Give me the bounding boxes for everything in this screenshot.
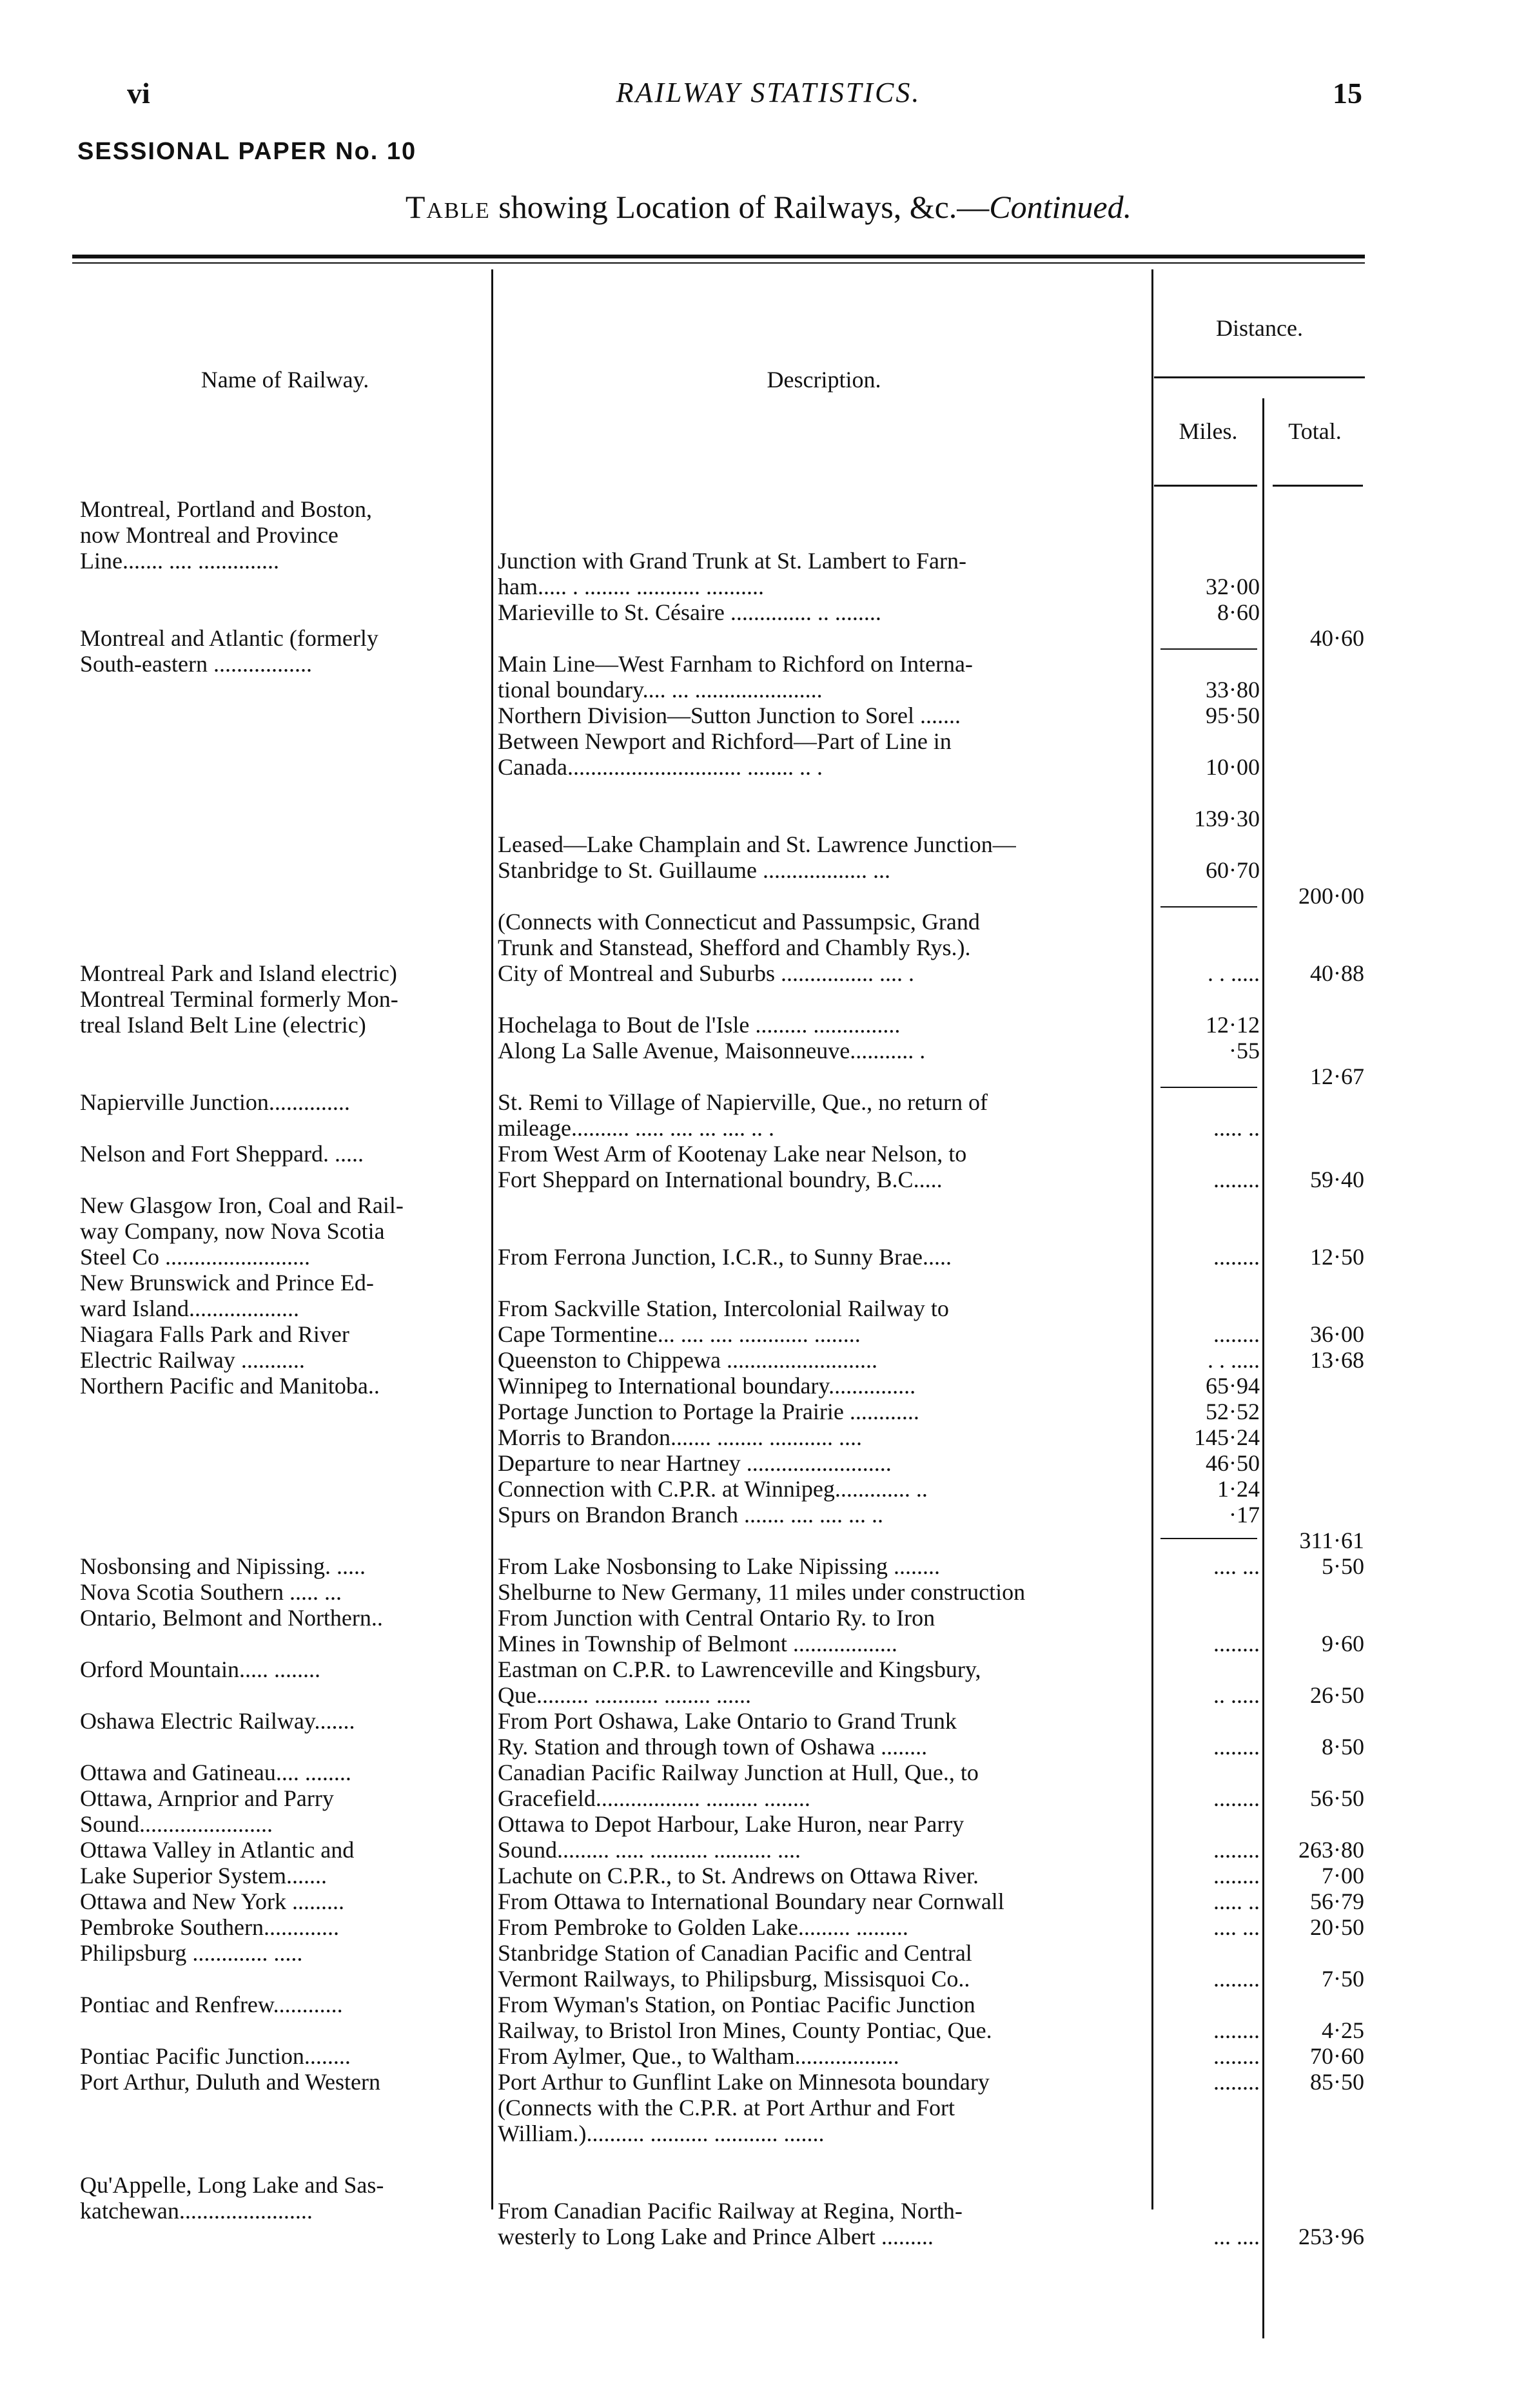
miles-value: ........: [1213, 1734, 1260, 1760]
total-value: 56·79: [1310, 1889, 1364, 1914]
total-value: 13·68: [1310, 1347, 1364, 1373]
total-value: 40·88: [1310, 960, 1364, 986]
railway-name-line: Oshawa Electric Railway.......: [80, 1708, 355, 1734]
railway-name-line: Ottawa Valley in Atlantic and: [80, 1837, 355, 1863]
total-value: 36·00: [1310, 1321, 1364, 1347]
total-value: 200·00: [1298, 883, 1364, 909]
railway-name-line: treal Island Belt Line (electric): [80, 1012, 366, 1038]
header-bottom-rule-left: [1154, 485, 1257, 487]
description-line: From Lake Nosbonsing to Lake Nipissing ........: [498, 1553, 940, 1579]
miles-value: .... ...: [1213, 1553, 1260, 1579]
header-distance-rule: [1154, 376, 1365, 378]
total-value: 56·50: [1310, 1785, 1364, 1811]
miles-value: 32·00: [1206, 574, 1260, 599]
total-value: 253·96: [1298, 2224, 1364, 2249]
description-line: From Canadian Pacific Railway at Regina, North-: [498, 2198, 963, 2224]
total-value: 85·50: [1310, 2069, 1364, 2095]
description-line: From West Arm of Kootenay Lake near Nelson, to: [498, 1141, 967, 1167]
description-line: Winnipeg to International boundary...............: [498, 1373, 916, 1399]
miles-value: ........: [1213, 2069, 1260, 2095]
railway-name-line: way Company, now Nova Scotia: [80, 1218, 385, 1244]
table-top-rule: [72, 255, 1365, 258]
description-line: From Wyman's Station, on Pontiac Pacific Junction: [498, 1992, 975, 2017]
miles-value: 33·80: [1206, 677, 1260, 703]
description-line: westerly to Long Lake and Prince Albert .........: [498, 2224, 934, 2249]
miles-value: 46·50: [1206, 1450, 1260, 1476]
total-value: 7·50: [1322, 1966, 1364, 1992]
railway-name-line: Ontario, Belmont and Northern..: [80, 1605, 383, 1631]
miles-value: 52·52: [1206, 1399, 1260, 1424]
miles-value: 8·60: [1217, 599, 1260, 625]
railway-name-line: katchewan.......................: [80, 2198, 313, 2224]
sessional-paper-label: SESSIONAL PAPER No. 10: [77, 138, 417, 165]
description-line: William.).......... .......... ........... .......: [498, 2121, 825, 2146]
railway-name-line: Port Arthur, Duluth and Western: [80, 2069, 380, 2095]
railway-name-line: Nosbonsing and Nipissing. .....: [80, 1553, 366, 1579]
description-line: Spurs on Brandon Branch ....... .... .... ... ..: [498, 1502, 883, 1528]
total-value: 70·60: [1310, 2043, 1364, 2069]
total-value: 8·50: [1322, 1734, 1364, 1760]
miles-value: 10·00: [1206, 754, 1260, 780]
header-miles: Miles.: [1179, 418, 1238, 444]
total-value: 4·25: [1322, 2017, 1364, 2043]
railway-name-line: Line....... .... ..............: [80, 548, 279, 574]
description-line: Lachute on C.P.R., to St. Andrews on Ottawa River.: [498, 1863, 979, 1889]
subtotal-rule: [1160, 648, 1257, 650]
miles-value: ........: [1213, 1837, 1260, 1863]
description-line: Main Line—West Farnham to Richford on Interna-: [498, 651, 973, 677]
railway-name-line: Philipsburg ............. .....: [80, 1940, 303, 1966]
description-line: City of Montreal and Suburbs ................ .... .: [498, 960, 914, 986]
description-line: Mines in Township of Belmont ..................: [498, 1631, 897, 1656]
header-description: Description.: [767, 367, 881, 393]
railway-name-line: Orford Mountain..... ........: [80, 1656, 320, 1682]
railway-name-line: New Glasgow Iron, Coal and Rail-: [80, 1192, 404, 1218]
description-line: Port Arthur to Gunflint Lake on Minnesota boundary: [498, 2069, 990, 2095]
running-title: RAILWAY STATISTICS.: [616, 77, 921, 108]
table-title: [0, 188, 1537, 226]
railway-name-line: Pontiac Pacific Junction........: [80, 2043, 351, 2069]
subtotal-rule: [1160, 1538, 1257, 1539]
miles-value: ........: [1213, 2017, 1260, 2043]
description-line: Canada.............................. ........ .. .: [498, 754, 823, 780]
miles-value: .. .....: [1213, 1682, 1260, 1708]
description-line: From Sackville Station, Intercolonial Railway to: [498, 1296, 949, 1321]
railway-name-line: Niagara Falls Park and River: [80, 1321, 349, 1347]
railway-name-line: Montreal, Portland and Boston,: [80, 496, 372, 522]
miles-value: ........: [1213, 1863, 1260, 1889]
total-value: 40·60: [1310, 625, 1364, 651]
railway-name-line: Sound.......................: [80, 1811, 273, 1837]
railway-name-line: Montreal and Atlantic (formerly: [80, 625, 378, 651]
miles-value: ..... ..: [1213, 1889, 1260, 1914]
railway-name-line: ward Island...................: [80, 1296, 299, 1321]
header-bottom-rule-right: [1273, 485, 1363, 487]
railway-name-line: Ottawa and Gatineau.... ........: [80, 1760, 351, 1785]
description-line: mileage.......... ..... .... ... .... .. .: [498, 1115, 774, 1141]
railway-name-line: Northern Pacific and Manitoba..: [80, 1373, 380, 1399]
description-line: Stanbridge Station of Canadian Pacific and Central: [498, 1940, 972, 1966]
description-line: From Ferrona Junction, I.C.R., to Sunny Brae.....: [498, 1244, 952, 1270]
description-line: Cape Tormentine... .... .... ............ ........: [498, 1321, 861, 1347]
description-line: Queenston to Chippewa ..........................: [498, 1347, 877, 1373]
total-value: 7·00: [1322, 1863, 1364, 1889]
railway-name-line: Lake Superior System.......: [80, 1863, 327, 1889]
railway-name-line: Napierville Junction..............: [80, 1089, 350, 1115]
miles-value: 65·94: [1206, 1373, 1260, 1399]
description-line: Departure to near Hartney .........................: [498, 1450, 892, 1476]
railway-name-line: Montreal Terminal formerly Mon-: [80, 986, 398, 1012]
railway-name-line: Nelson and Fort Sheppard. .....: [80, 1141, 364, 1167]
total-value: 12·50: [1310, 1244, 1364, 1270]
railway-name-line: Montreal Park and Island electric): [80, 960, 397, 986]
total-value: 26·50: [1310, 1682, 1364, 1708]
description-line: Shelburne to New Germany, 11 miles under construction: [498, 1579, 1026, 1605]
description-line: Between Newport and Richford—Part of Line in: [498, 728, 952, 754]
description-line: From Pembroke to Golden Lake......... .........: [498, 1914, 908, 1940]
miles-value: ........: [1213, 2043, 1260, 2069]
description-line: ham..... . ........ ........... ..........: [498, 574, 764, 599]
miles-value: 139·30: [1194, 806, 1260, 831]
miles-value: 95·50: [1206, 703, 1260, 728]
miles-value: .... ...: [1213, 1914, 1260, 1940]
description-line: Que......... ........... ........ ......: [498, 1682, 751, 1708]
column-divider-desc-miles: [1151, 269, 1153, 2209]
railway-name-line: Ottawa, Arnprior and Parry: [80, 1785, 334, 1811]
total-value: 9·60: [1322, 1631, 1364, 1656]
subtotal-rule: [1160, 1087, 1257, 1088]
miles-value: ........: [1213, 1966, 1260, 1992]
miles-value: ... ....: [1213, 2224, 1260, 2249]
header-distance: Distance.: [1216, 315, 1303, 341]
miles-value: ........: [1213, 1244, 1260, 1270]
description-line: Gracefield.................. ......... ........: [498, 1785, 810, 1811]
description-line: St. Remi to Village of Napierville, Que., no return of: [498, 1089, 988, 1115]
railway-name-line: Pontiac and Renfrew............: [80, 1992, 343, 2017]
railway-name-line: South-eastern .................: [80, 651, 312, 677]
miles-value: ........: [1213, 1785, 1260, 1811]
description-line: From Aylmer, Que., to Waltham..................: [498, 2043, 899, 2069]
header-total: Total.: [1288, 418, 1342, 444]
description-line: Sound......... ..... .......... .......... ....: [498, 1837, 801, 1863]
header-name-of-railway: Name of Railway.: [201, 367, 369, 393]
description-line: Vermont Railways, to Philipsburg, Missisquoi Co..: [498, 1966, 970, 1992]
miles-value: ·55: [1229, 1038, 1260, 1063]
description-line: Ry. Station and through town of Oshawa ........: [498, 1734, 928, 1760]
miles-value: ........: [1213, 1167, 1260, 1192]
miles-value: 1·24: [1217, 1476, 1260, 1502]
description-line: Ottawa to Depot Harbour, Lake Huron, near Parry: [498, 1811, 964, 1837]
description-line: Fort Sheppard on International boundry, B.C.....: [498, 1167, 943, 1192]
miles-value: 60·70: [1206, 857, 1260, 883]
railway-name-line: Ottawa and New York .........: [80, 1889, 344, 1914]
page-roman-numeral: vi: [127, 77, 150, 110]
description-line: From Junction with Central Ontario Ry. to Iron: [498, 1605, 935, 1631]
table-title-continued: Continued.: [989, 189, 1132, 225]
page-number: 15: [1333, 77, 1362, 110]
column-divider-name-desc: [491, 269, 493, 2209]
description-line: From Ottawa to International Boundary near Cornwall: [498, 1889, 1004, 1914]
total-value: 263·80: [1298, 1837, 1364, 1863]
railway-name-line: Nova Scotia Southern ..... ...: [80, 1579, 342, 1605]
description-line: Hochelaga to Bout de l'Isle ......... ...............: [498, 1012, 901, 1038]
column-divider-miles-total: [1262, 398, 1264, 2338]
description-line: Along La Salle Avenue, Maisonneuve........... .: [498, 1038, 926, 1063]
description-line: Railway, to Bristol Iron Mines, County Pontiac, Que.: [498, 2017, 992, 2043]
description-line: Portage Junction to Portage la Prairie ............: [498, 1399, 919, 1424]
subtotal-rule: [1160, 906, 1257, 908]
description-line: Morris to Brandon....... ........ ........... ....: [498, 1424, 862, 1450]
total-value: 5·50: [1322, 1553, 1364, 1579]
description-line: Eastman on C.P.R. to Lawrenceville and Kingsbury,: [498, 1656, 981, 1682]
miles-value: ........: [1213, 1631, 1260, 1656]
description-line: Northern Division—Sutton Junction to Sorel .......: [498, 703, 961, 728]
table-title-main: showing Location of Railways, &c.—: [490, 189, 990, 225]
railway-name-line: Steel Co .........................: [80, 1244, 310, 1270]
total-value: 59·40: [1310, 1167, 1364, 1192]
miles-value: ........: [1213, 1321, 1260, 1347]
total-value: 311·61: [1299, 1528, 1364, 1553]
table-title-prefix: Table: [405, 189, 491, 225]
description-line: Stanbridge to St. Guillaume .................. ...: [498, 857, 890, 883]
description-line: Connection with C.P.R. at Winnipeg............. ..: [498, 1476, 928, 1502]
description-line: tional boundary.... ... ......................: [498, 677, 823, 703]
description-line: Canadian Pacific Railway Junction at Hull, Que., to: [498, 1760, 979, 1785]
table-top-rule-thin: [72, 262, 1365, 264]
miles-value: 12·12: [1206, 1012, 1260, 1038]
description-line: (Connects with Connecticut and Passumpsic, Grand: [498, 909, 980, 935]
description-line: Trunk and Stanstead, Shefford and Chambly Rys.).: [498, 935, 971, 960]
railway-name-line: Pembroke Southern.............: [80, 1914, 339, 1940]
description-line: From Port Oshawa, Lake Ontario to Grand Trunk: [498, 1708, 957, 1734]
description-line: Marieville to St. Césaire .............. .. ........: [498, 599, 881, 625]
miles-value: ..... ..: [1213, 1115, 1260, 1141]
total-value: 20·50: [1310, 1914, 1364, 1940]
railway-name-line: now Montreal and Province: [80, 522, 338, 548]
description-line: Leased—Lake Champlain and St. Lawrence Junction—: [498, 831, 1016, 857]
miles-value: . . .....: [1208, 1347, 1260, 1373]
miles-value: ·17: [1229, 1502, 1260, 1528]
description-line: Junction with Grand Trunk at St. Lambert to Farn-: [498, 548, 966, 574]
railway-name-line: Qu'Appelle, Long Lake and Sas-: [80, 2172, 384, 2198]
railway-name-line: Electric Railway ...........: [80, 1347, 305, 1373]
railway-name-line: New Brunswick and Prince Ed-: [80, 1270, 374, 1296]
running-head: [0, 76, 1537, 121]
miles-value: 145·24: [1194, 1424, 1260, 1450]
miles-value: . . .....: [1208, 960, 1260, 986]
description-line: (Connects with the C.P.R. at Port Arthur and Fort: [498, 2095, 955, 2121]
total-value: 12·67: [1310, 1063, 1364, 1089]
